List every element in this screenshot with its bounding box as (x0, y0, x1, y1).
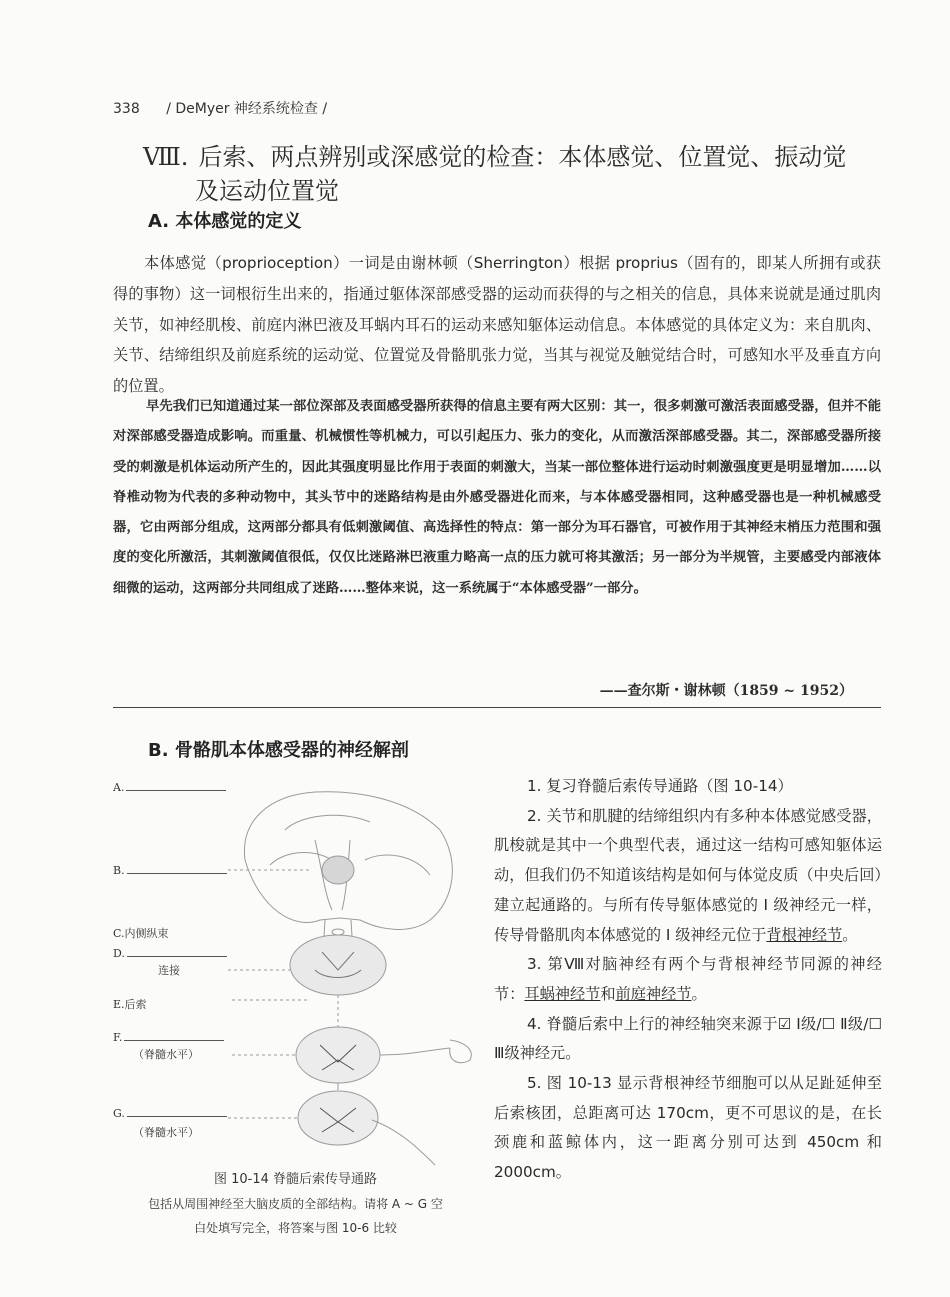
figure-label-f-sub: （脊髓水平） (133, 1048, 199, 1061)
figure-label-b-text: B. (113, 864, 125, 877)
blank-line-g (127, 1116, 227, 1117)
running-header (113, 98, 327, 118)
figure-caption-line2: 白处填写完全，将答案与图 10-6 比较 (194, 1221, 397, 1235)
list-item-4: 4. 脊髓后索中上行的神经轴突来源于☑ Ⅰ级/☐ Ⅱ级/☐ Ⅲ级神经元。 (494, 1014, 882, 1063)
thalamus-shape (322, 856, 354, 884)
figure-label-g (113, 1107, 227, 1120)
figure-label-g-sub: （脊髓水平） (133, 1126, 199, 1139)
figure-label-d (113, 947, 227, 960)
blank-line-a (126, 790, 226, 791)
page-number: 338 (113, 101, 140, 117)
figure-label-b (113, 864, 227, 877)
list-item-1: 1. 复习脊髓后索传导通路（图 10-14） (527, 777, 793, 795)
list-item-2 (494, 802, 882, 951)
figure-label-d-sub: 连接 (158, 964, 180, 977)
blank-line-f (124, 1040, 224, 1041)
list-item-3-answer2: 前庭神经节 (615, 984, 692, 1003)
figure-label-c: C.内侧纵束 (113, 927, 169, 940)
figure-label-d-text: D. (113, 947, 125, 960)
section-title-line1: 后索、两点辨别或深感觉的检查：本体感觉、位置觉、振动觉 (198, 143, 847, 171)
list-item-3 (494, 950, 882, 1009)
medial-lemniscus-cross (332, 929, 344, 935)
subsection-a-heading: A. 本体感觉的定义 (148, 211, 302, 232)
list-item-3-text: 3. 第Ⅷ对脑神经有两个与背根神经节同源的神经节： (494, 955, 882, 1003)
medulla-section-shape (290, 935, 386, 995)
section-divider (113, 707, 881, 708)
figure-label-a (113, 781, 226, 794)
definition-paragraph: 本体感觉（proprioception）一词是由谢林顿（Sherrington）根据 proprius（固有的，即某人所拥有或获得的事物）这一词根衍生出来的，指通过躯体深部感受器的运动而获得的与之相关的信息，具体来说就是通过肌肉关节，如神经肌梭、前庭内淋巴液及耳蜗内耳石的运动来感知躯体运动信息。本体感觉的具体定义为：来自肌肉、关节、结缔组织及前庭系统的运动觉、位置觉及骨骼肌张力觉，当其与视觉及触觉结合时，可感知水平及垂直方向的位置。 (113, 254, 881, 396)
list-item-5: 5. 图 10-13 显示背根神经节细胞可以从足趾延伸至后索核团，总距离可达 170cm，更不可思议的是，在长颈鹿和蓝鲸体内，这一距离分别可达到 450cm 和 2000cm。 (494, 1074, 882, 1182)
figure-label-f-text: F. (113, 1031, 123, 1044)
numbered-list (494, 772, 882, 1188)
section-title-line2: 及运动位置觉 (195, 177, 339, 205)
quote-attribution: ——查尔斯・谢林顿（1859 ~ 1952） (599, 683, 853, 699)
blank-line-b (127, 873, 227, 874)
figure-label-g-text: G. (113, 1107, 125, 1120)
figure-caption-title: 图 10-14 脊髓后索传导通路 (213, 1172, 378, 1187)
list-item-3-mid: 和 (600, 984, 616, 1003)
list-item-2-answer: 背根神经节 (766, 925, 843, 944)
sherrington-quote: 早先我们已知道通过某一部位深部及表面感受器所获得的信息主要有两大区别：其一，很多刺激可激活表面感受器，但并不能对深部感受器造成影响。而重量、机械惯性等机械力，可以引起压力、张力的变化，从而激活深部感受器。其二，深部感受器所接受的刺激是机体运动所产生的，因此其强度明显比作用于表面的刺激大，当某一部位整体进行运动时刺激强度更是明显增加……以脊椎动物为代表的多种动物中，其头节中的迷路结构是由外感受器进化而来，与本体感受器相同，这种感受器也是一种机械感受器，它由两部分组成，这两部分都具有低刺激阈值、高选择性的特点：第一部分为耳石器官，可被作用于其神经末梢压力范围和强度的变化所激活，其刺激阈值很低，仅仅比迷路淋巴液重力略高一点的压力就可将其激活；另一部分为半规管，主要感受内部液体细微的运动，这两部分共同组成了迷路……整体来说，这一系统属于“本体感受器”一部分。 (113, 399, 881, 596)
list-item-2-text: 2. 关节和肌腱的结缔组织内有多种本体感觉感受器，肌梭就是其中一个典型代表，通过这一结构可感知躯体运动，但我们仍不知道该结构是如何与体觉皮质（中央后回）建立起通路的。与所有传导躯体感觉的 Ⅰ 级神经元一样，传导骨骼肌肉本体感觉的 Ⅰ 级神经元位于 (494, 806, 882, 944)
section-title (143, 140, 883, 208)
list-item-2-end: 。 (842, 925, 858, 944)
running-title: / DeMyer 神经系统检查 / (166, 101, 328, 117)
section-roman-numeral: Ⅷ. (143, 143, 189, 171)
subsection-b-heading: B. 骨骼肌本体感受器的神经解剖 (148, 740, 409, 761)
blank-line-d (127, 956, 227, 957)
figure-caption-line1: 包括从周围神经至大脑皮质的全部结构。请将 A ~ G 空 (148, 1197, 443, 1211)
arm-peripheral-nerve (380, 1040, 471, 1063)
figure-label-f (113, 1031, 224, 1044)
lower-cord-section-shape (298, 1091, 378, 1145)
list-item-3-answer1: 耳蜗神经节 (524, 984, 601, 1003)
figure-caption (113, 1168, 478, 1240)
upper-cord-section-shape (296, 1027, 380, 1083)
list-item-3-end: 。 (691, 984, 707, 1003)
figure-label-a-text: A. (113, 781, 125, 794)
figure-label-e: E.后索 (113, 998, 147, 1011)
leg-peripheral-nerve (372, 1120, 435, 1165)
